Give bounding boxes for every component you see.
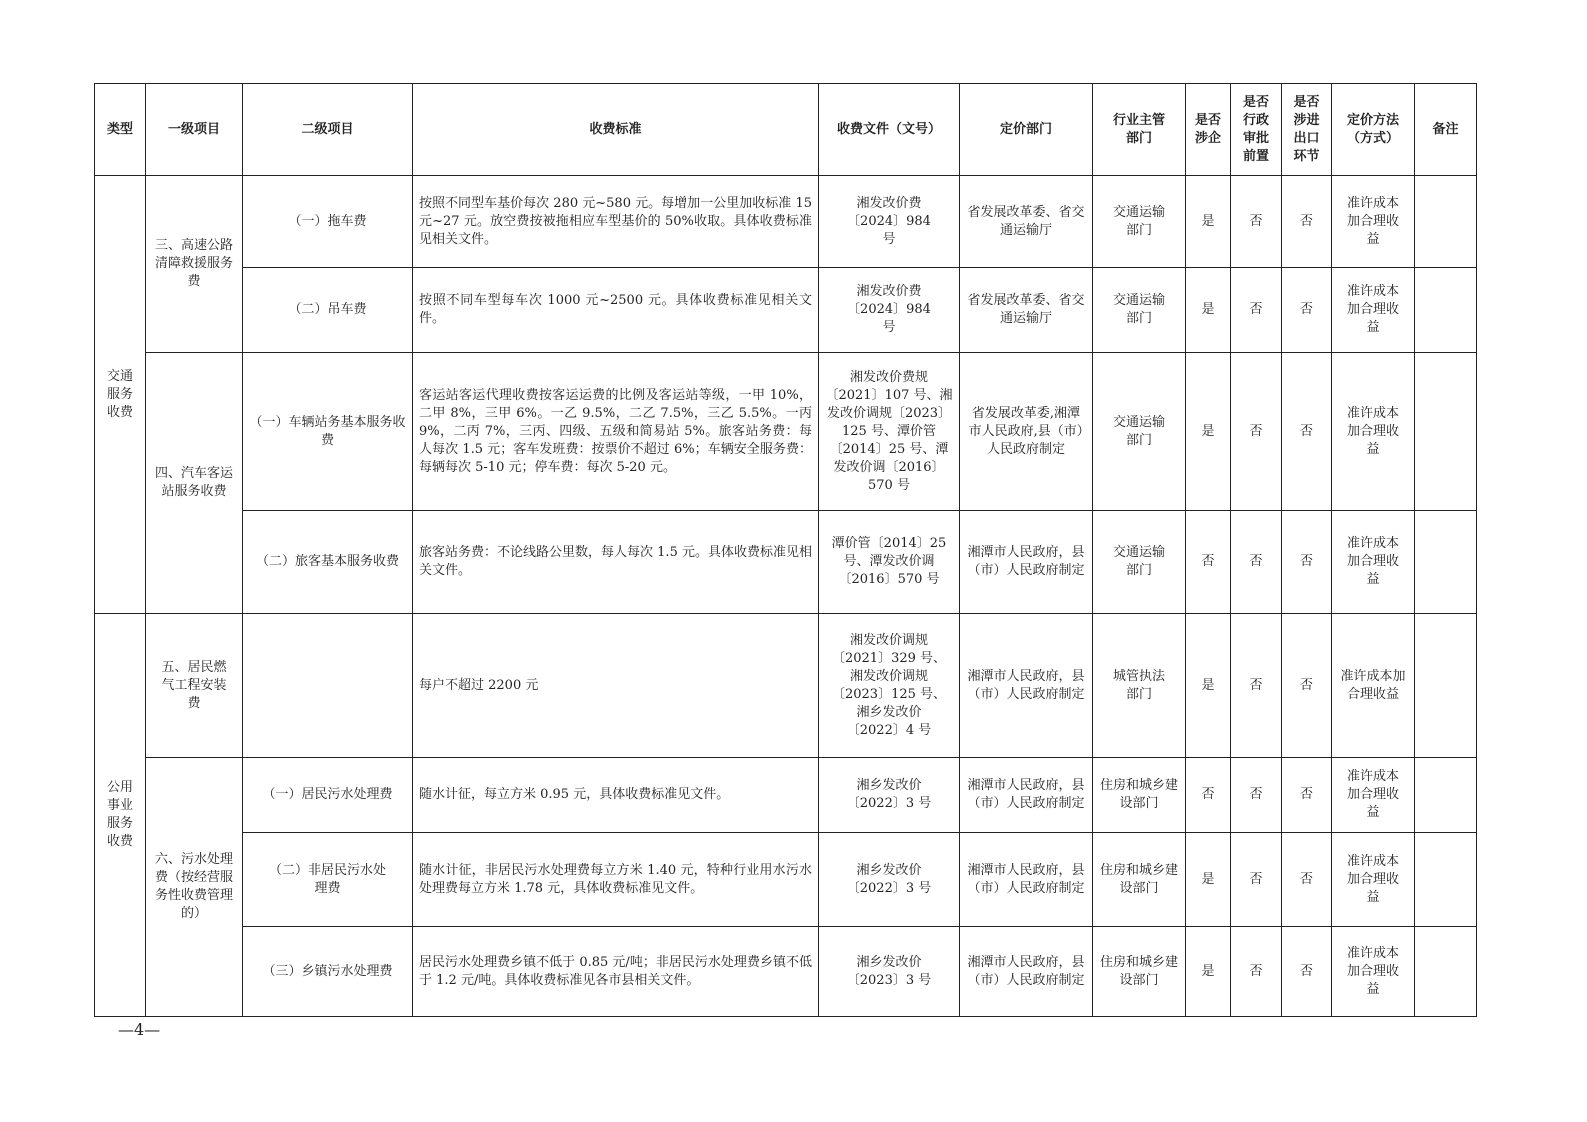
import-export-cell: 否 (1282, 833, 1332, 927)
industry-dept-cell: 住房和城乡建设部门 (1093, 758, 1186, 833)
approval-cell: 否 (1231, 614, 1282, 758)
standard-cell: 按照不同车型每车次 1000 元~2500 元。具体收费标准见相关文件。 (413, 268, 819, 353)
enterprise-cell: 是 (1186, 353, 1231, 511)
industry-dept-cell: 住房和城乡建设部门 (1093, 927, 1186, 1017)
document-cell: 湘发改价费〔2024〕984 号 (819, 176, 960, 268)
level2-cell: （一）车辆站务基本服务收费 (243, 353, 413, 511)
table-row (95, 353, 1477, 511)
enterprise-cell: 否 (1186, 758, 1231, 833)
enterprise-cell: 是 (1186, 927, 1231, 1017)
remarks-cell (1415, 268, 1477, 353)
table-row (95, 927, 1477, 1017)
import-export-cell: 否 (1282, 511, 1332, 614)
header-involves-enterprise: 是否涉企 (1186, 84, 1231, 176)
remarks-cell (1415, 176, 1477, 268)
level2-cell: （三）乡镇污水处理费 (243, 927, 413, 1017)
pricing-dept-cell: 湘潭市人民政府，县（市）人民政府制定 (960, 511, 1093, 614)
approval-cell: 否 (1231, 758, 1282, 833)
enterprise-cell: 是 (1186, 268, 1231, 353)
standard-cell: 每户不超过 2200 元 (413, 614, 819, 758)
pricing-method-cell: 准许成本加合理收益 (1332, 268, 1415, 353)
document-cell: 湘发改价费〔2024〕984 号 (819, 268, 960, 353)
header-pricing-method: 定价方法（方式） (1332, 84, 1415, 176)
header-document: 收费文件（文号） (819, 84, 960, 176)
pricing-dept-cell: 省发展改革委、省交通运输厅 (960, 176, 1093, 268)
header-standard: 收费标准 (413, 84, 819, 176)
standard-cell: 居民污水处理费乡镇不低于 0.85 元/吨；非居民污水处理费乡镇不低于 1.2 元/吨。具体收费标准见各市县相关文件。 (413, 927, 819, 1017)
industry-dept-cell: 交通运输部门 (1093, 268, 1186, 353)
standard-cell: 按照不同型车基价每次 280 元~580 元。每增加一公里加收标准 15 元~27 元。放空费按被拖相应车型基价的 50%收取。具体收费标准见相关文件。 (413, 176, 819, 268)
document-cell: 湘发改价调规〔2021〕329 号、湘发改价调规〔2023〕125 号、湘乡发改价〔2022〕4 号 (819, 614, 960, 758)
industry-dept-cell: 交通运输部门 (1093, 353, 1186, 511)
level1-cell: 六、污水处理费（按经营服务性收费管理的） (146, 758, 243, 1017)
import-export-cell: 否 (1282, 758, 1332, 833)
type-cell: 交通服务收费 (95, 176, 146, 614)
pricing-dept-cell: 湘潭市人民政府，县（市）人民政府制定 (960, 614, 1093, 758)
type-cell: 公用事业服务收费 (95, 614, 146, 1017)
page-number: —4— (118, 1020, 161, 1039)
level2-cell (243, 614, 413, 758)
pricing-dept-cell: 湘潭市人民政府，县（市）人民政府制定 (960, 758, 1093, 833)
header-level2: 二级项目 (243, 84, 413, 176)
remarks-cell (1415, 353, 1477, 511)
level1-cell: 五、居民燃气工程安装费 (146, 614, 243, 758)
import-export-cell: 否 (1282, 614, 1332, 758)
pricing-method-cell: 准许成本加合理收益 (1332, 353, 1415, 511)
remarks-cell (1415, 511, 1477, 614)
import-export-cell: 否 (1282, 268, 1332, 353)
pricing-method-cell: 准许成本加合理收益 (1332, 614, 1415, 758)
enterprise-cell: 是 (1186, 833, 1231, 927)
document-cell: 潭价管〔2014〕25 号、潭发改价调〔2016〕570 号 (819, 511, 960, 614)
pricing-dept-cell: 省发展改革委,湘潭市人民政府,县（市）人民政府制定 (960, 353, 1093, 511)
document-cell: 湘乡发改价〔2023〕3 号 (819, 927, 960, 1017)
document-cell: 湘乡发改价〔2022〕3 号 (819, 833, 960, 927)
header-import-export: 是否涉进出口环节 (1282, 84, 1332, 176)
enterprise-cell: 是 (1186, 614, 1231, 758)
pricing-method-cell: 准许成本加合理收益 (1332, 511, 1415, 614)
table-row (95, 833, 1477, 927)
pricing-dept-cell: 湘潭市人民政府，县（市）人民政府制定 (960, 833, 1093, 927)
standard-cell: 随水计征，非居民污水处理费每立方米 1.40 元，特种行业用水污水处理费每立方米 1.78 元，具体收费标准见文件。 (413, 833, 819, 927)
approval-cell: 否 (1231, 176, 1282, 268)
standard-cell: 旅客站务费：不论线路公里数，每人每次 1.5 元。具体收费标准见相关文件。 (413, 511, 819, 614)
import-export-cell: 否 (1282, 927, 1332, 1017)
header-industry-dept: 行业主管部门 (1093, 84, 1186, 176)
table-row (95, 758, 1477, 833)
pricing-method-cell: 准许成本加合理收益 (1332, 758, 1415, 833)
remarks-cell (1415, 614, 1477, 758)
standard-cell: 随水计征，每立方米 0.95 元，具体收费标准见文件。 (413, 758, 819, 833)
header-remarks: 备注 (1415, 84, 1477, 176)
table-row (95, 614, 1477, 758)
pricing-dept-cell: 省发展改革委、省交通运输厅 (960, 268, 1093, 353)
import-export-cell: 否 (1282, 176, 1332, 268)
header-type: 类型 (95, 84, 146, 176)
approval-cell: 否 (1231, 927, 1282, 1017)
approval-cell: 否 (1231, 833, 1282, 927)
document-cell: 湘发改价费规〔2021〕107 号、湘发改价调规〔2023〕125 号、潭价管〔2014〕25 号、潭发改价调〔2016〕570 号 (819, 353, 960, 511)
header-level1: 一级项目 (146, 84, 243, 176)
level2-cell: （二）吊车费 (243, 268, 413, 353)
import-export-cell: 否 (1282, 353, 1332, 511)
level1-cell: 四、汽车客运站服务收费 (146, 353, 243, 614)
table-row (95, 176, 1477, 268)
remarks-cell (1415, 758, 1477, 833)
enterprise-cell: 是 (1186, 176, 1231, 268)
header-admin-approval: 是否行政审批前置 (1231, 84, 1282, 176)
document-cell: 湘乡发改价〔2022〕3 号 (819, 758, 960, 833)
fee-table (94, 83, 1477, 1017)
industry-dept-cell: 交通运输部门 (1093, 511, 1186, 614)
industry-dept-cell: 城管执法部门 (1093, 614, 1186, 758)
pricing-method-cell: 准许成本加合理收益 (1332, 927, 1415, 1017)
level2-cell: （二）旅客基本服务收费 (243, 511, 413, 614)
pricing-method-cell: 准许成本加合理收益 (1332, 176, 1415, 268)
header-pricing-dept: 定价部门 (960, 84, 1093, 176)
approval-cell: 否 (1231, 353, 1282, 511)
pricing-method-cell: 准许成本加合理收益 (1332, 833, 1415, 927)
industry-dept-cell: 交通运输部门 (1093, 176, 1186, 268)
level2-cell: （一）拖车费 (243, 176, 413, 268)
table-row (95, 511, 1477, 614)
industry-dept-cell: 住房和城乡建设部门 (1093, 833, 1186, 927)
level2-cell: （二）非居民污水处理费 (243, 833, 413, 927)
table-row (95, 268, 1477, 353)
approval-cell: 否 (1231, 268, 1282, 353)
level1-cell: 三、高速公路清障救援服务费 (146, 176, 243, 353)
approval-cell: 否 (1231, 511, 1282, 614)
remarks-cell (1415, 833, 1477, 927)
pricing-dept-cell: 湘潭市人民政府，县（市）人民政府制定 (960, 927, 1093, 1017)
enterprise-cell: 否 (1186, 511, 1231, 614)
remarks-cell (1415, 927, 1477, 1017)
level2-cell: （一）居民污水处理费 (243, 758, 413, 833)
standard-cell: 客运站客运代理收费按客运运费的比例及客运站等级，一甲 10%，二甲 8%，三甲 6%。一乙 9.5%，二乙 7.5%，三乙 5.5%。一丙 9%，二丙 7%，三丙、四级、五级和简易站 5%。旅客站务费：每人每次 1.5 元；客车发班费：按票价不超过 6%；车辆安全服务费：每辆每次 5-10 元；停车费：每次 5-20 元。 (413, 353, 819, 511)
header-row (95, 84, 1477, 176)
